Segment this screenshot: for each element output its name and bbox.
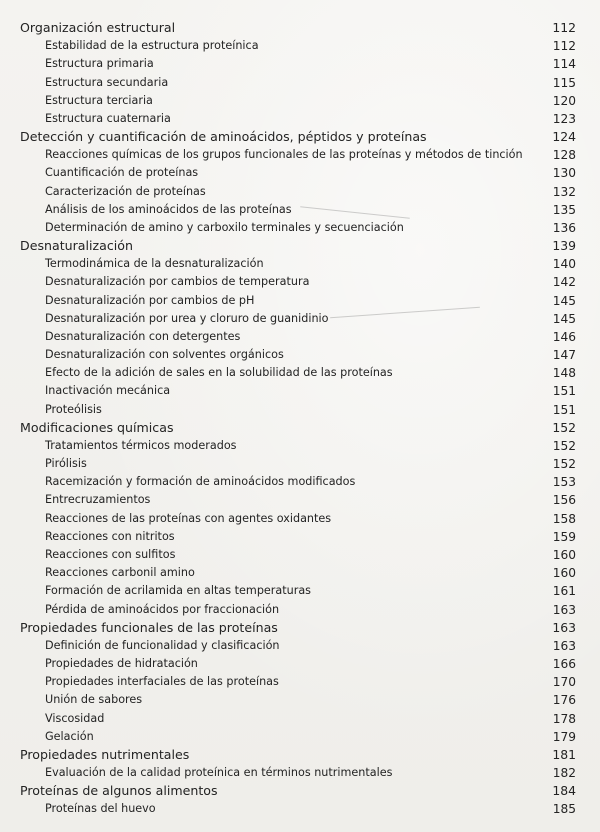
toc-subsection-title: Reacciones con sulfitos <box>45 547 176 561</box>
toc-subsection-title: Termodinámica de la desnaturalización <box>45 257 264 271</box>
toc-subsection-row <box>0 328 600 346</box>
toc-subsection-row <box>0 655 600 673</box>
toc-subsection-row <box>0 346 600 364</box>
toc-subsection-title: Estructura terciaria <box>45 93 153 107</box>
toc-page-number: 112 <box>552 20 576 35</box>
toc-subsection-title: Reacciones con nitritos <box>45 529 175 543</box>
toc-subsection-title: Evaluación de la calidad proteínica en términos nutrimentales <box>45 766 393 780</box>
toc-page-number: 146 <box>552 329 576 344</box>
toc-subsection-row <box>0 255 600 273</box>
toc-page-number: 115 <box>552 75 576 90</box>
toc-subsection-title: Propiedades interfaciales de las proteínas <box>45 675 279 689</box>
toc-page-number: 179 <box>552 729 576 744</box>
toc-subsection-row <box>0 582 600 600</box>
toc-section-title: Modificaciones químicas <box>20 419 174 435</box>
toc-subsection-title: Estructura secundaria <box>45 75 169 89</box>
toc-page-number: 159 <box>552 529 576 544</box>
toc-subsection-row <box>0 219 600 237</box>
toc-subsection-row <box>0 382 600 400</box>
toc-subsection-row <box>0 601 600 619</box>
toc-page-number: 147 <box>552 348 576 363</box>
toc-section-row <box>0 782 600 800</box>
toc-page-number: 152 <box>552 457 576 472</box>
toc-page-number: 184 <box>552 783 576 799</box>
toc-subsection-row <box>0 564 600 582</box>
toc-section-row <box>0 419 600 437</box>
toc-page-number: 135 <box>552 202 576 217</box>
toc-page-number: 114 <box>552 57 576 72</box>
toc-section-row <box>0 237 600 255</box>
toc-subsection-title: Reacciones carbonil amino <box>45 566 195 580</box>
toc-page-number: 128 <box>552 148 576 163</box>
toc-subsection-title: Reacciones químicas de los grupos funcionales de las proteínas y métodos de tinción <box>45 148 523 162</box>
toc-subsection-title: Análisis de los aminoácidos de las proteínas <box>45 202 292 216</box>
toc-page-number: 176 <box>552 693 576 708</box>
toc-subsection-row <box>0 800 600 818</box>
toc-page-number: 130 <box>552 166 576 181</box>
toc-page-number: 132 <box>552 184 576 199</box>
toc-page-number: 139 <box>552 238 576 254</box>
toc-subsection-row <box>0 710 600 728</box>
toc-page-number: 145 <box>552 293 576 308</box>
toc-subsection-title: Reacciones de las proteínas con agentes oxidantes <box>45 511 332 525</box>
toc-page-number: 185 <box>552 802 576 817</box>
toc-subsection-row <box>0 37 600 55</box>
toc-page-number: 160 <box>552 547 576 562</box>
table-of-contents <box>0 19 600 819</box>
toc-page-number: 136 <box>552 220 576 235</box>
toc-subsection-title: Desnaturalización por cambios de temperatura <box>45 275 310 289</box>
toc-page-number: 160 <box>552 566 576 581</box>
toc-subsection-title: Cuantificación de proteínas <box>45 166 199 180</box>
toc-page-number: 140 <box>552 257 576 272</box>
toc-subsection-row <box>0 401 600 419</box>
toc-subsection-title: Proteólisis <box>45 402 102 416</box>
toc-page-number: 163 <box>552 638 576 653</box>
toc-subsection-title: Unión de sabores <box>45 693 143 707</box>
toc-subsection-title: Estabilidad de la estructura proteínica <box>45 39 259 53</box>
toc-page-number: 124 <box>552 129 576 145</box>
toc-page-number: 151 <box>552 384 576 399</box>
toc-section-title: Propiedades funcionales de las proteínas <box>20 619 278 635</box>
toc-subsection-title: Pérdida de aminoácidos por fraccionación <box>45 602 280 616</box>
toc-subsection-row <box>0 528 600 546</box>
toc-page-number: 151 <box>552 402 576 417</box>
toc-subsection-title: Caracterización de proteínas <box>45 184 206 198</box>
toc-subsection-row <box>0 310 600 328</box>
toc-subsection-row <box>0 491 600 509</box>
toc-section-title: Detección y cuantificación de aminoácidos, péptidos y proteínas <box>20 129 427 145</box>
toc-subsection-row <box>0 292 600 310</box>
toc-subsection-row <box>0 164 600 182</box>
toc-page-number: 181 <box>552 746 576 762</box>
toc-page-number: 153 <box>552 475 576 490</box>
toc-page-number: 120 <box>552 93 576 108</box>
toc-subsection-title: Efecto de la adición de sales en la solubilidad de las proteínas <box>45 366 393 380</box>
toc-subsection-title: Gelación <box>45 729 94 743</box>
toc-subsection-title: Formación de acrilamida en altas temperaturas <box>45 584 312 598</box>
toc-page-number: 163 <box>552 602 576 617</box>
toc-page-number: 158 <box>552 511 576 526</box>
toc-subsection-row <box>0 74 600 92</box>
toc-subsection-title: Estructura cuaternaria <box>45 111 171 125</box>
toc-page-number: 112 <box>552 39 576 54</box>
toc-subsection-title: Tratamientos térmicos moderados <box>45 438 237 452</box>
toc-page-number: 163 <box>552 619 576 635</box>
toc-page-number: 123 <box>552 111 576 126</box>
toc-section-title: Proteínas de algunos alimentos <box>20 783 218 799</box>
toc-subsection-title: Definición de funcionalidad y clasificación <box>45 638 280 652</box>
toc-page-number: 166 <box>552 657 576 672</box>
toc-subsection-row <box>0 691 600 709</box>
toc-subsection-row <box>0 673 600 691</box>
toc-subsection-title: Determinación de amino y carboxilo terminales y secuenciación <box>45 220 404 234</box>
toc-subsection-row <box>0 183 600 201</box>
toc-section-title: Organización estructural <box>20 20 176 35</box>
toc-subsection-title: Proteínas del huevo <box>45 802 156 816</box>
toc-subsection-row <box>0 110 600 128</box>
toc-subsection-title: Inactivación mecánica <box>45 384 171 398</box>
toc-subsection-title: Pirólisis <box>45 457 87 471</box>
toc-subsection-row <box>0 473 600 491</box>
toc-subsection-title: Viscosidad <box>45 711 105 725</box>
toc-subsection-title: Desnaturalización por cambios de pH <box>45 293 255 307</box>
toc-page-number: 148 <box>552 366 576 381</box>
toc-page-number: 152 <box>552 438 576 453</box>
toc-subsection-title: Racemización y formación de aminoácidos modificados <box>45 475 356 489</box>
toc-subsection-row <box>0 273 600 291</box>
toc-subsection-row <box>0 437 600 455</box>
toc-subsection-row <box>0 146 600 164</box>
toc-section-title: Propiedades nutrimentales <box>20 746 190 762</box>
toc-subsection-row <box>0 637 600 655</box>
toc-subsection-row <box>0 92 600 110</box>
toc-subsection-row <box>0 510 600 528</box>
toc-subsection-row <box>0 55 600 73</box>
toc-section-row <box>0 619 600 637</box>
toc-page-number: 156 <box>552 493 576 508</box>
toc-page-number: 178 <box>552 711 576 726</box>
toc-subsection-title: Desnaturalización por urea y cloruro de guanidinio <box>45 311 329 325</box>
toc-subsection-row <box>0 764 600 782</box>
toc-subsection-title: Propiedades de hidratación <box>45 657 198 671</box>
toc-subsection-title: Entrecruzamientos <box>45 493 151 507</box>
toc-section-row <box>0 746 600 764</box>
toc-section-row <box>0 19 600 37</box>
toc-subsection-title: Desnaturalización con detergentes <box>45 329 241 343</box>
toc-subsection-row <box>0 364 600 382</box>
toc-section-title: Desnaturalización <box>20 238 133 254</box>
toc-page-number: 170 <box>552 675 576 690</box>
toc-page-number: 142 <box>552 275 576 290</box>
toc-page-number: 182 <box>552 766 576 781</box>
toc-subsection-row <box>0 201 600 219</box>
toc-page-number: 152 <box>552 419 576 435</box>
toc-page-number: 161 <box>552 584 576 599</box>
toc-subsection-title: Desnaturalización con solventes orgánicos <box>45 348 284 362</box>
toc-section-row <box>0 128 600 146</box>
toc-subsection-row <box>0 728 600 746</box>
toc-subsection-row <box>0 455 600 473</box>
toc-page-number: 145 <box>552 311 576 326</box>
toc-subsection-row <box>0 546 600 564</box>
toc-subsection-title: Estructura primaria <box>45 57 154 71</box>
